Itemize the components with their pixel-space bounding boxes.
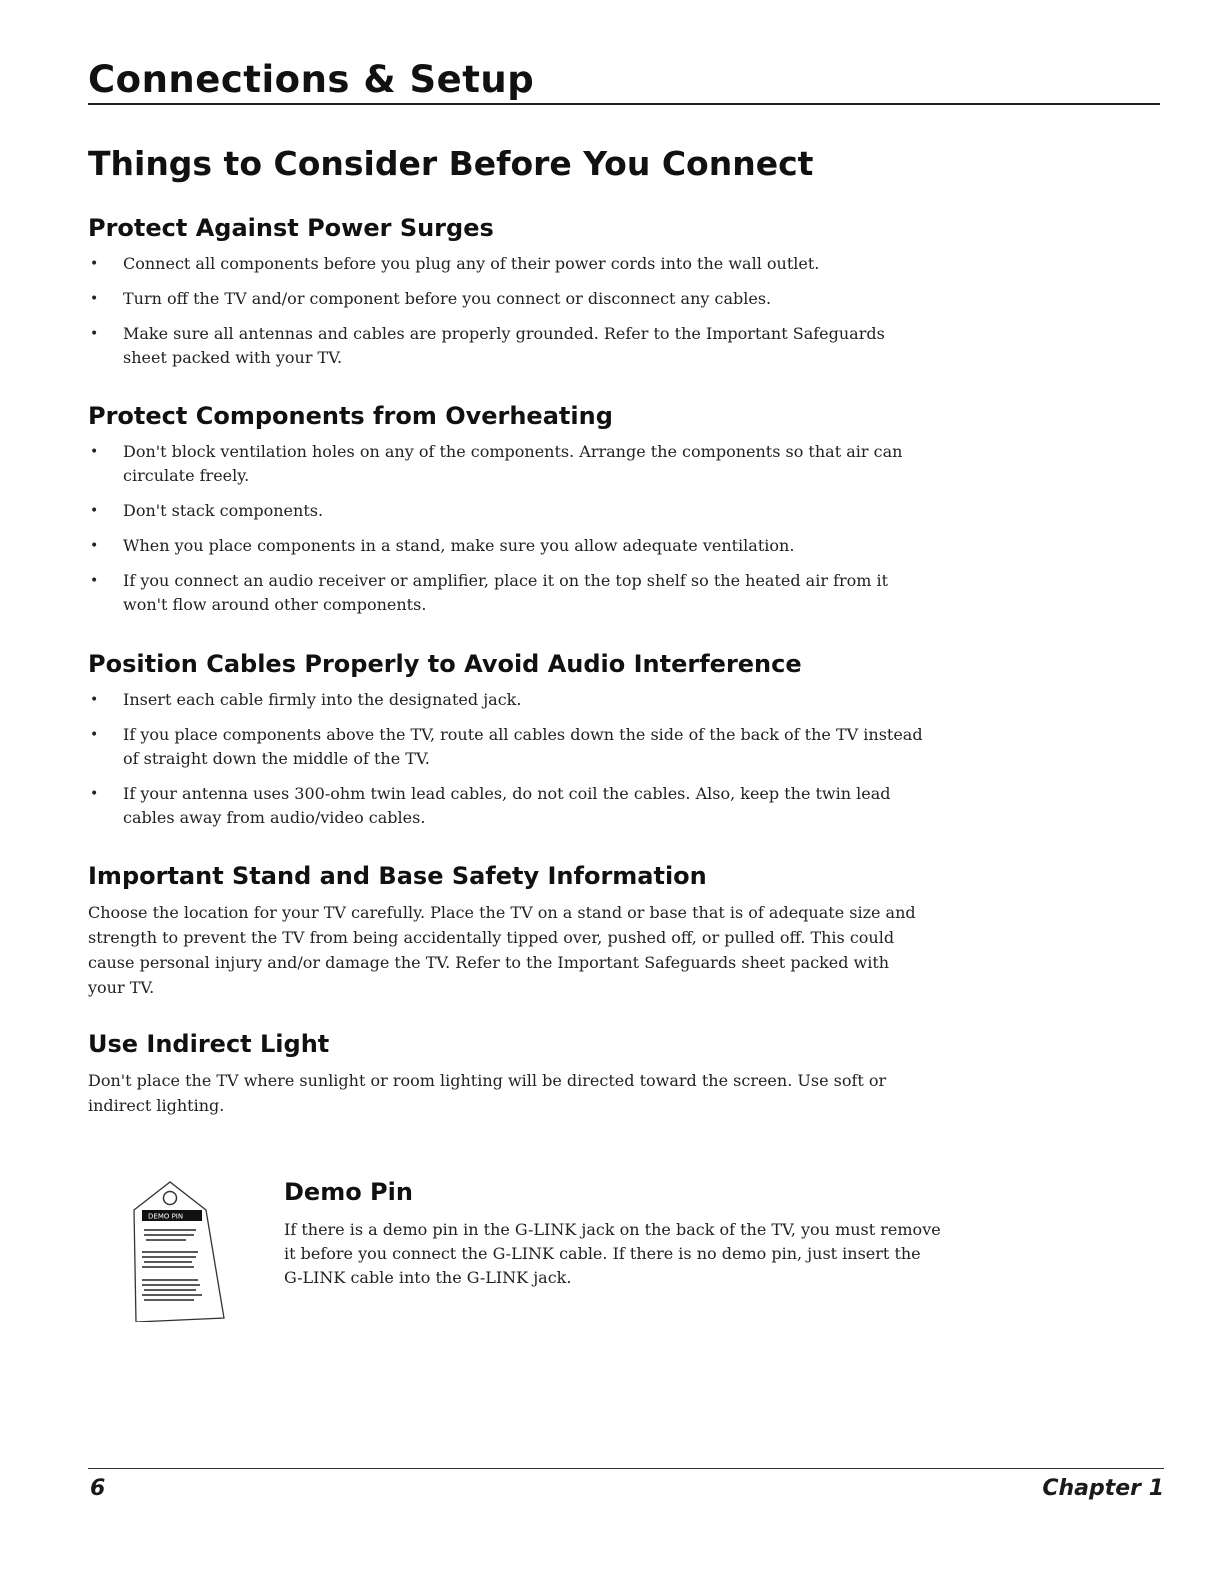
section-paragraph: If there is a demo pin in the G-LINK jack on the back of the TV, you must remove it before you connect the G-LINK cable. If there is no demo pin, just insert the G-LINK cable into the G-LINK jack.	[284, 1220, 941, 1287]
header-divider	[88, 103, 1160, 105]
section-stand-safety	[88, 862, 928, 1000]
bullet-icon: •	[90, 326, 99, 342]
footer-divider	[88, 1468, 1164, 1469]
bullet-list	[88, 252, 928, 370]
list-item: • Don't stack components.	[88, 499, 928, 523]
page-number: 6	[90, 1476, 106, 1501]
bullet-list	[88, 440, 928, 617]
section-heading: Demo Pin	[284, 1178, 413, 1206]
bullet-icon: •	[90, 444, 99, 460]
list-item: • When you place components in a stand, make sure you allow adequate ventilation.	[88, 534, 928, 558]
list-item: • Don't block ventilation holes on any of the components. Arrange the components so that air can circulate freely.	[90, 442, 903, 485]
section-heading: Important Stand and Base Safety Information	[88, 862, 707, 890]
list-item: • Turn off the TV and/or component before you connect or disconnect any cables.	[88, 287, 928, 311]
demo-pin-tag-icon	[128, 1180, 232, 1322]
bullet-icon: •	[90, 291, 99, 307]
section-power-surges	[88, 214, 928, 381]
list-item: • If your antenna uses 300-ohm twin lead cables, do not coil the cables. Also, keep the twin lead cables away from audio/video cables.	[90, 784, 891, 827]
section-cable-position	[88, 650, 928, 841]
section-heading: Protect Components from Overheating	[88, 402, 613, 430]
section-heading: Protect Against Power Surges	[88, 214, 494, 242]
section-indirect-light	[88, 1030, 928, 1118]
bullet-icon: •	[90, 538, 99, 554]
section-paragraph: Don't place the TV where sunlight or room lighting will be directed toward the screen. Use soft or indirect lighting.	[88, 1071, 887, 1115]
list-item: • If you place components above the TV, route all cables down the side of the back of the TV instead of straight down the middle of the TV.	[90, 725, 923, 768]
section-overheating	[88, 402, 928, 628]
section-heading: Use Indirect Light	[88, 1030, 330, 1058]
bullet-icon: •	[90, 503, 99, 519]
bullet-icon: •	[90, 256, 99, 272]
chapter-header-title: Connections & Setup	[88, 58, 535, 101]
section-heading: Position Cables Properly to Avoid Audio Interference	[88, 650, 802, 678]
demo-tag-label: DEMO PIN	[148, 1212, 184, 1221]
list-item: • Make sure all antennas and cables are properly grounded. Refer to the Important Safeguards sheet packed with your TV.	[90, 324, 885, 367]
page-title: Things to Consider Before You Connect	[88, 144, 814, 183]
bullet-icon: •	[90, 786, 99, 802]
chapter-label: Chapter 1	[1042, 1476, 1164, 1501]
bullet-icon: •	[90, 692, 99, 708]
bullet-icon: •	[90, 727, 99, 743]
list-item: • If you connect an audio receiver or amplifier, place it on the top shelf so the heated air from it won't flow around other components.	[90, 571, 889, 614]
list-item: • Connect all components before you plug any of their power cords into the wall outlet.	[88, 252, 928, 276]
bullet-icon: •	[90, 573, 99, 589]
list-item: • Insert each cable firmly into the designated jack.	[88, 688, 928, 712]
section-paragraph: Choose the location for your TV carefully. Place the TV on a stand or base that is of adequate size and strength to prevent the TV from being accidentally tipped over, pushed off, or pulled off. This could cause personal injury and/or damage the TV. Refer to the Important Safeguards sheet packed with your TV.	[88, 903, 916, 997]
section-demo-pin	[284, 1178, 944, 1290]
bullet-list	[88, 688, 928, 830]
